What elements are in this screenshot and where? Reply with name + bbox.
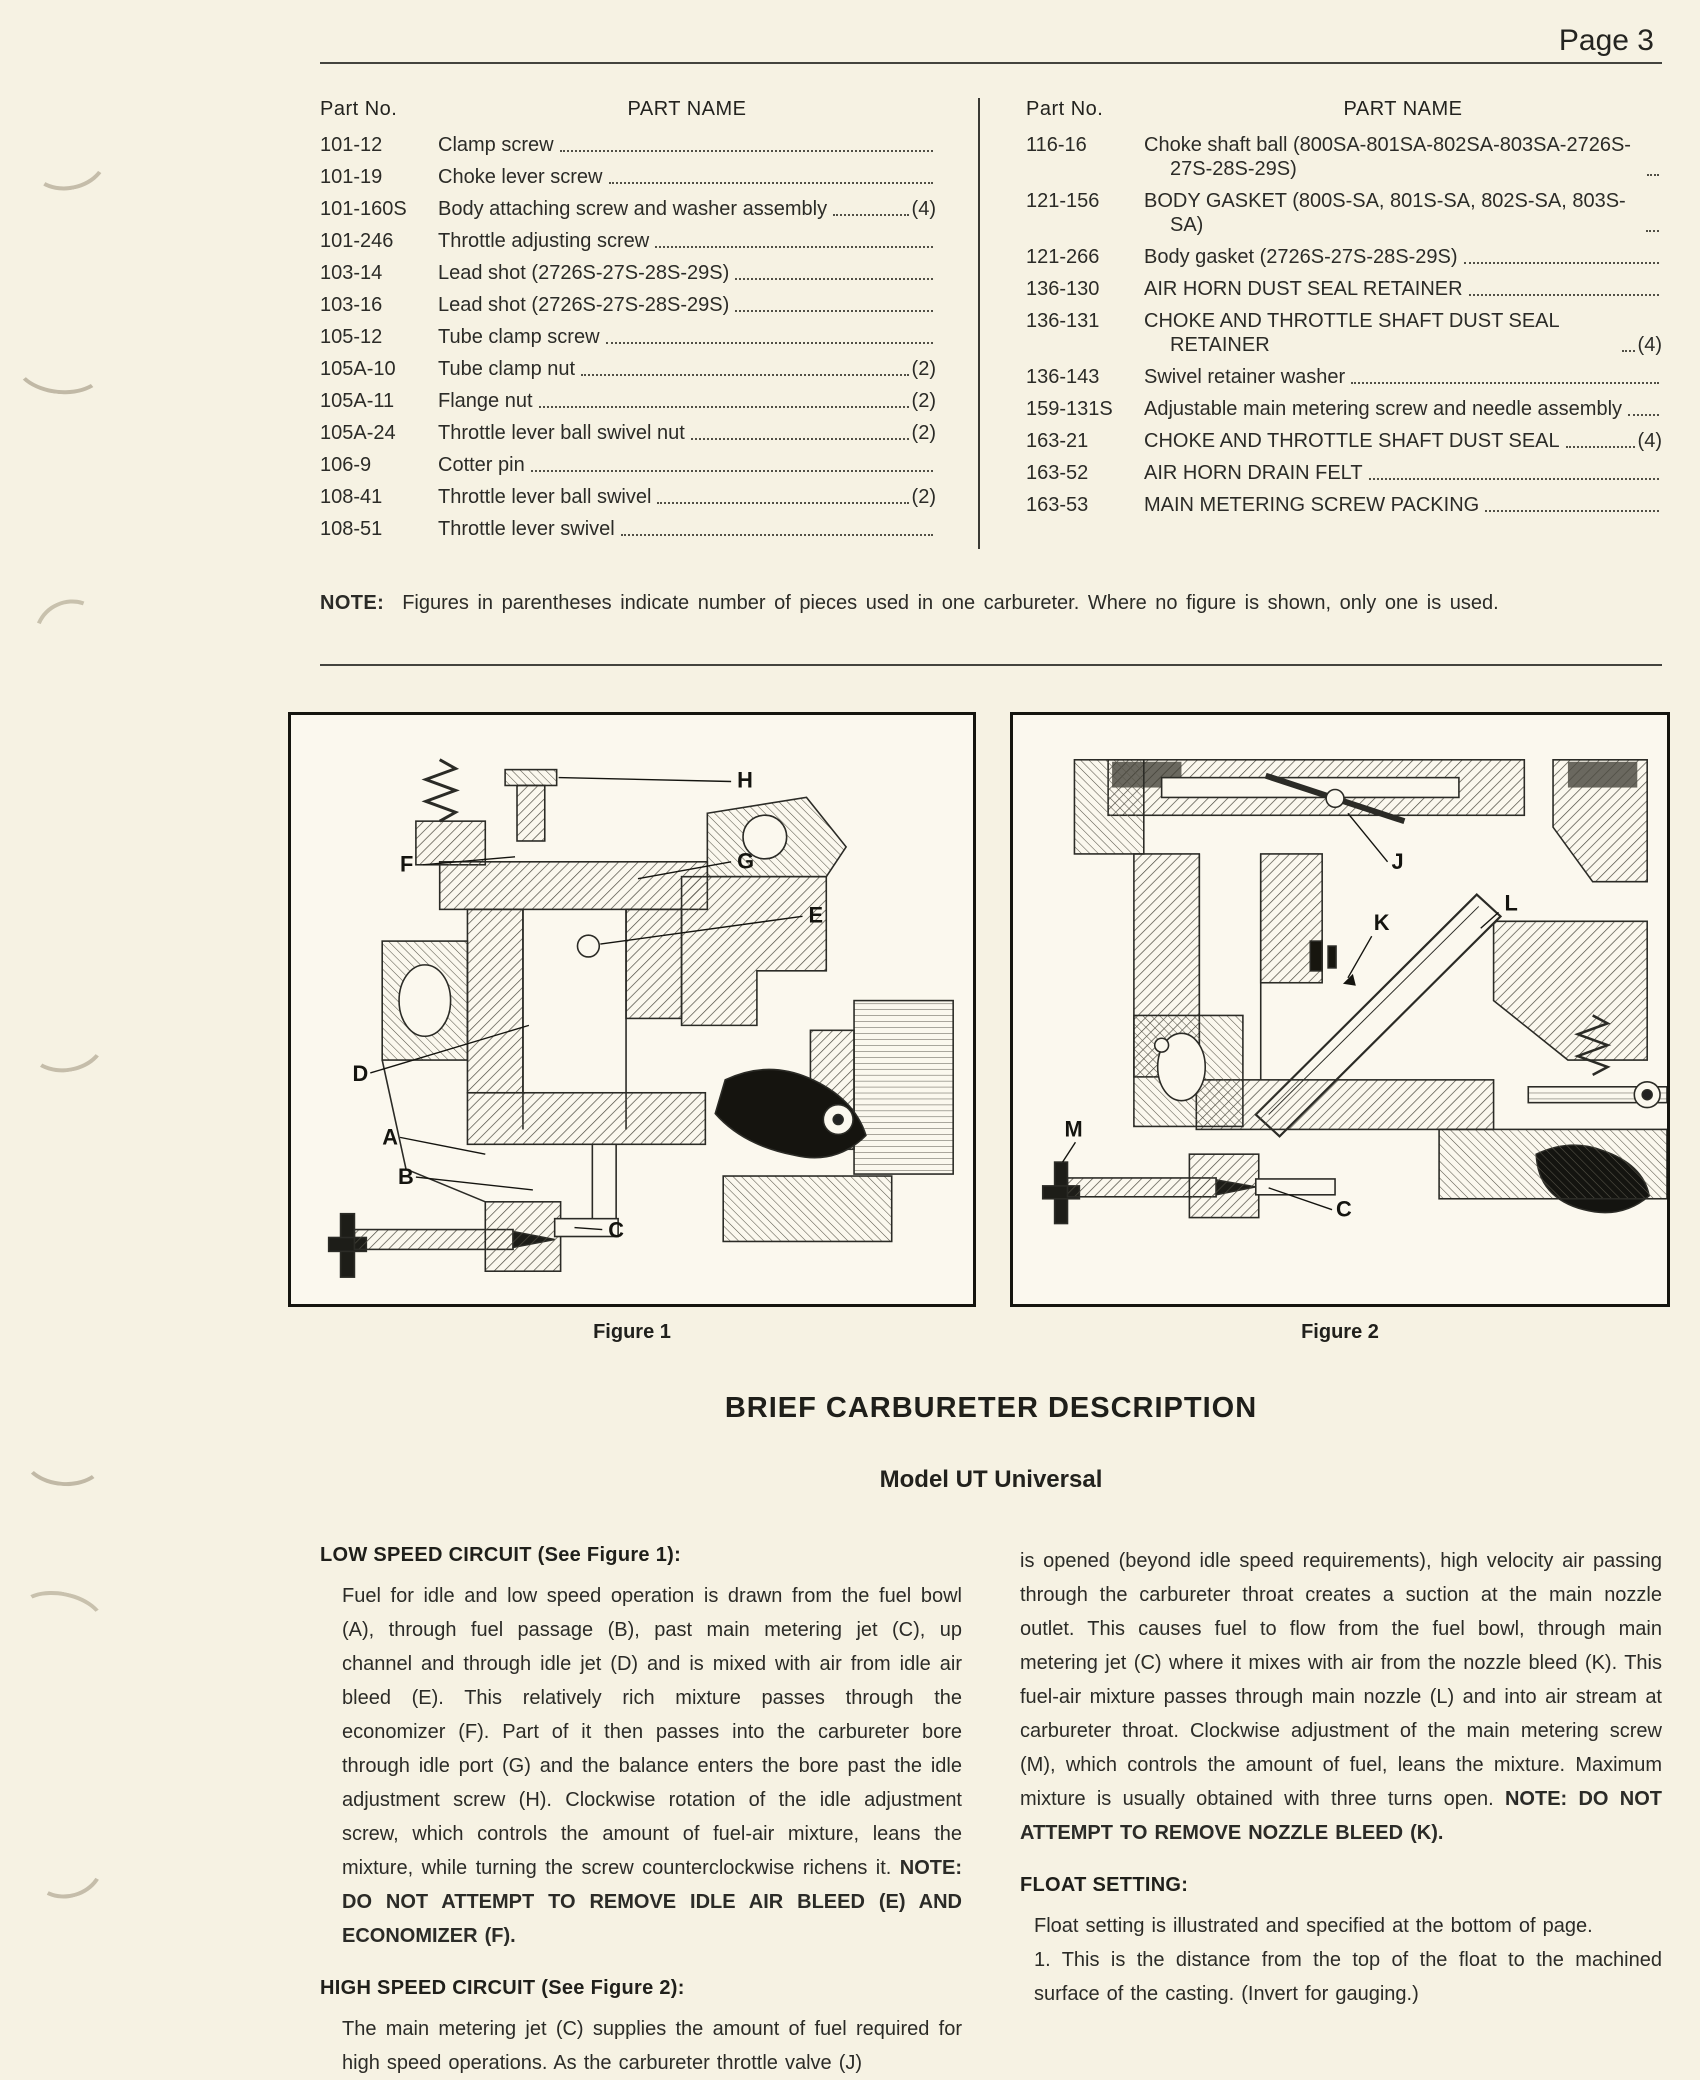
parts-table-right-column	[980, 98, 1662, 549]
table-row	[1026, 493, 1662, 517]
part-number: 101-246	[320, 230, 394, 252]
binder-mark	[21, 1006, 110, 1079]
table-row	[320, 421, 936, 445]
part-name: Body gasket (2726S-27S-28S-29S)	[1144, 246, 1458, 268]
binder-mark	[23, 1827, 111, 1907]
dot-leader	[691, 438, 909, 440]
table-row	[1026, 245, 1662, 269]
figure1-label-a: A	[382, 1124, 398, 1150]
table-row	[320, 133, 936, 157]
part-number: 121-266	[1026, 246, 1100, 268]
part-quantity: (4)	[911, 198, 936, 220]
top-rule	[320, 62, 1662, 64]
high-speed-paragraph: The main metering jet (C) supplies the amount of fuel required for high speed operations. As the carbureter throttle valve (J)	[342, 2018, 962, 2074]
dot-leader	[621, 534, 933, 536]
page-number: Page 3	[1558, 24, 1654, 57]
section-subtitle: Model UT Universal	[879, 1466, 1103, 1493]
part-name: Choke shaft ball (800SA-801SA-802SA-803SA-2726S-27S-28S-29S)	[1144, 134, 1631, 180]
part-number: 136-143	[1026, 366, 1100, 388]
figure-1-block	[288, 712, 976, 1344]
part-quantity: (4)	[1637, 430, 1662, 452]
table-row	[320, 325, 936, 349]
high-speed-continuation	[1020, 1544, 1662, 1850]
part-quantity: (2)	[911, 390, 936, 412]
dot-leader	[657, 502, 908, 504]
dot-leader	[539, 406, 909, 408]
low-speed-paragraph	[320, 1579, 962, 1953]
part-number: 121-156	[1026, 190, 1100, 212]
low-speed-note: NOTE: DO NOT ATTEMPT TO REMOVE IDLE AIR BLEED (E) AND ECONOMIZER (F).	[342, 1857, 962, 1947]
table-row	[320, 389, 936, 413]
table-row	[1026, 397, 1662, 421]
part-quantity: (4)	[1637, 334, 1662, 356]
dot-leader	[1351, 382, 1659, 384]
figure1-label-g: G	[737, 848, 755, 874]
part-name: Clamp screw	[438, 134, 554, 156]
binder-mark	[11, 331, 109, 398]
part-number: 116-16	[1026, 134, 1087, 156]
parts-table-left-column	[320, 98, 980, 549]
part-name: Swivel retainer washer	[1144, 366, 1346, 388]
float-setting-item: 1. This is the distance from the top of the float to the machined surface of the casting. (Invert for gauging.)	[1034, 1949, 1662, 2005]
figure1-label-e: E	[808, 902, 823, 928]
table-row	[1026, 365, 1662, 389]
column-header-part-no: Part No.	[320, 98, 398, 120]
dot-leader	[1622, 350, 1635, 352]
high-speed-heading: HIGH SPEED CIRCUIT (See Figure 2):	[320, 1977, 685, 1999]
table-row	[1026, 429, 1662, 453]
part-number: 163-21	[1026, 430, 1089, 452]
table-row	[320, 517, 936, 541]
part-number: 101-19	[320, 166, 383, 188]
table-row	[320, 293, 936, 317]
dot-leader	[833, 214, 908, 216]
table-row	[320, 229, 936, 253]
figure2-label-c: C	[1336, 1196, 1352, 1222]
part-name: CHOKE AND THROTTLE SHAFT DUST SEAL RETAINER	[1144, 310, 1559, 356]
right-text-column	[1020, 1544, 1662, 2080]
part-name: BODY GASKET (800S-SA, 801S-SA, 802S-SA, 803S-SA)	[1144, 190, 1626, 236]
part-number: 101-12	[320, 134, 383, 156]
parts-list-right	[1026, 133, 1662, 517]
section-title: BRIEF CARBURETER DESCRIPTION	[724, 1392, 1258, 1424]
figure-2-diagram	[1010, 712, 1670, 1307]
parts-list-left	[320, 133, 936, 541]
part-name: AIR HORN DUST SEAL RETAINER	[1144, 278, 1463, 300]
section-rule	[320, 664, 1662, 666]
carburetor-cross-section-figure2	[1013, 715, 1667, 1304]
table-row	[1026, 189, 1662, 237]
table-row	[1026, 309, 1662, 357]
dot-leader	[606, 342, 933, 344]
table-row	[1026, 277, 1662, 301]
dot-leader	[581, 374, 908, 376]
binder-mark	[20, 1425, 108, 1489]
part-name: Lead shot (2726S-27S-28S-29S)	[438, 262, 730, 284]
part-number: 136-130	[1026, 278, 1100, 300]
figure2-label-j: J	[1391, 848, 1404, 874]
figure1-label-b: B	[398, 1163, 414, 1189]
figure1-label-f: F	[400, 851, 414, 877]
dot-leader	[1464, 262, 1659, 264]
table-row	[320, 453, 936, 477]
dot-leader	[531, 470, 933, 472]
figure1-label-c: C	[608, 1217, 624, 1243]
dot-leader	[735, 310, 933, 312]
table-row	[320, 197, 936, 221]
dot-leader	[560, 150, 933, 152]
parts-table	[320, 98, 1662, 549]
part-name: Flange nut	[438, 390, 533, 412]
carburetor-cross-section-figure1	[291, 715, 973, 1304]
part-name: AIR HORN DRAIN FELT	[1144, 462, 1363, 484]
dot-leader	[735, 278, 933, 280]
right-column-body: is opened (beyond idle speed requirements), high velocity air passing through the carbureter throat creates a suction at the main nozzle outlet. This causes fuel to flow from the fuel bowl, through main metering jet (C) where it mixes with air from the nozzle bleed (K). This fuel-air mixture passes through main nozzle (L) and into air stream at carbureter throat. Clockwise adjustment of the main metering screw (M), which controls the amount of fuel, leans the mixture. Maximum mixture is usually obtained with three turns open.	[1020, 1550, 1662, 1810]
part-quantity: (2)	[911, 358, 936, 380]
part-number: 103-14	[320, 262, 383, 284]
float-setting-body: Float setting is illustrated and specified at the bottom of page.	[1034, 1915, 1593, 1937]
part-name: Tube clamp nut	[438, 358, 576, 380]
part-number: 105A-11	[320, 390, 395, 412]
table-row	[320, 485, 936, 509]
dot-leader	[1647, 174, 1659, 176]
figure-2-caption: Figure 2	[1301, 1321, 1379, 1343]
part-number: 136-131	[1026, 310, 1100, 332]
binder-mark	[11, 1583, 110, 1655]
binder-mark	[22, 120, 113, 197]
figures-row	[288, 712, 1670, 1344]
part-name: Body attaching screw and washer assembly	[438, 198, 828, 220]
figure2-label-k: K	[1373, 910, 1390, 936]
part-number: 103-16	[320, 294, 383, 316]
table-row	[1026, 461, 1662, 485]
table-row	[320, 357, 936, 381]
column-header-part-name: PART NAME	[627, 98, 747, 120]
description-columns	[320, 1544, 1662, 2080]
figure-2-block	[1010, 712, 1670, 1344]
part-number: 106-9	[320, 454, 372, 476]
part-name: CHOKE AND THROTTLE SHAFT DUST SEAL	[1144, 430, 1560, 452]
figure1-label-h: H	[737, 767, 753, 793]
low-speed-body: Fuel for idle and low speed operation is drawn from the fuel bowl (A), through fuel passage (B), past main metering jet (C), up channel and through idle jet (D) and is mixed with air from idle air bleed (E). This relatively rich mixture passes through the economizer (F). Part of it then passes into the carbureter bore through idle port (G) and the balance enters the bore past the idle adjustment screw (H). Clockwise rotation of the idle adjustment screw, which controls the amount of fuel-air mixture, leans the mixture, while turning the screw counterclockwise richens it.	[342, 1585, 962, 1879]
dot-leader	[1469, 294, 1659, 296]
table-note	[320, 592, 1662, 615]
part-number: 108-41	[320, 486, 383, 508]
part-name: Choke lever screw	[438, 166, 603, 188]
table-row	[320, 261, 936, 285]
part-number: 163-53	[1026, 494, 1089, 516]
float-setting-heading: FLOAT SETTING:	[1020, 1874, 1189, 1896]
part-name: Throttle lever ball swivel nut	[438, 422, 685, 444]
part-name: Tube clamp screw	[438, 326, 600, 348]
binder-mark	[24, 588, 117, 678]
figure2-body	[1043, 760, 1667, 1224]
column-header-part-name: PART NAME	[1343, 98, 1463, 120]
part-name: Adjustable main metering screw and needle assembly	[1144, 398, 1623, 420]
figure1-body	[329, 760, 954, 1277]
part-name: Throttle lever ball swivel	[438, 486, 652, 508]
right-column-note: NOTE: DO NOT ATTEMPT TO REMOVE NOZZLE BLEED (K).	[1020, 1788, 1662, 1844]
part-number: 105-12	[320, 326, 383, 348]
figure1-label-d: D	[352, 1060, 369, 1086]
left-text-column	[320, 1544, 962, 2080]
part-name: Throttle lever swivel	[438, 518, 615, 540]
part-number: 105A-10	[320, 358, 396, 380]
dot-leader	[655, 246, 933, 248]
table-row	[1026, 133, 1662, 181]
figure2-label-m: M	[1064, 1116, 1083, 1142]
dot-leader	[1646, 230, 1659, 232]
dot-leader	[1369, 478, 1659, 480]
part-name: Throttle adjusting screw	[438, 230, 650, 252]
part-name: Lead shot (2726S-27S-28S-29S)	[438, 294, 730, 316]
part-name: Cotter pin	[438, 454, 525, 476]
part-number: 101-160S	[320, 198, 407, 220]
column-header-part-no: Part No.	[1026, 98, 1104, 120]
table-header-right	[1026, 98, 1662, 121]
part-name: MAIN METERING SCREW PACKING	[1144, 494, 1480, 516]
part-number: 108-51	[320, 518, 383, 540]
note-label: NOTE:	[320, 592, 385, 614]
dot-leader	[1628, 414, 1659, 416]
part-quantity: (2)	[911, 486, 936, 508]
part-number: 159-131S	[1026, 398, 1113, 420]
note-text: Figures in parentheses indicate number of pieces used in one carbureter. Where no figure is shown, only one is used.	[402, 592, 1499, 614]
figure-1-caption: Figure 1	[593, 1321, 671, 1343]
low-speed-heading: LOW SPEED CIRCUIT (See Figure 1):	[320, 1544, 682, 1566]
part-number: 105A-24	[320, 422, 396, 444]
figure2-label-l: L	[1504, 890, 1518, 916]
dot-leader	[1485, 510, 1659, 512]
table-row	[320, 165, 936, 189]
part-number: 163-52	[1026, 462, 1089, 484]
table-header-left	[320, 98, 936, 121]
dot-leader	[1566, 446, 1635, 448]
figure-1-diagram	[288, 712, 976, 1307]
part-quantity: (2)	[911, 422, 936, 444]
dot-leader	[609, 182, 933, 184]
